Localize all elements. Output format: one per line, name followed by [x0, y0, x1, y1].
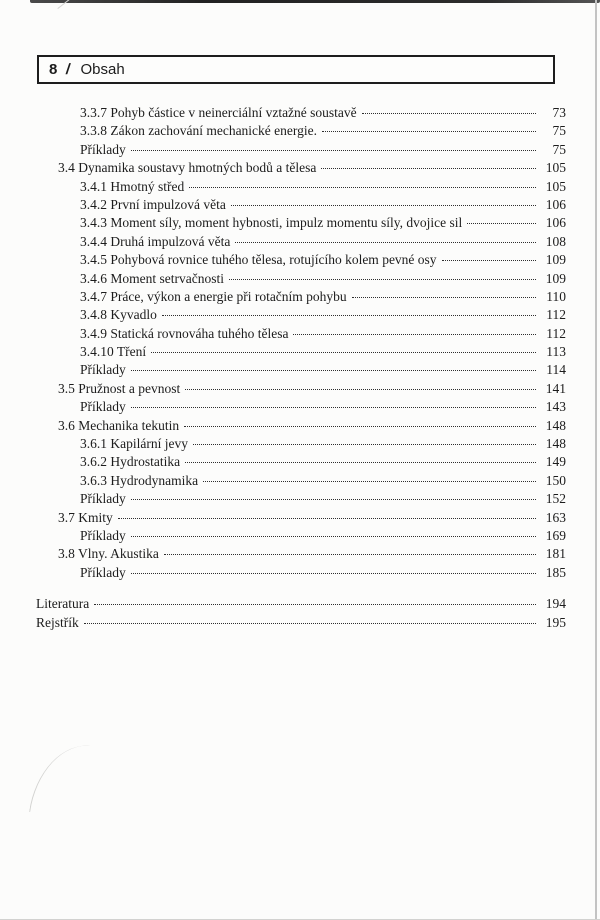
toc-entry-label: 3.4.9 Statická rovnováha tuhého tělesa: [80, 325, 289, 341]
table-of-contents: [36, 104, 566, 632]
toc-page-number: 152: [545, 491, 566, 507]
toc-entries-section: [36, 104, 566, 582]
toc-entry-label: 3.4.1 Hmotný střed: [80, 178, 185, 194]
toc-row: [36, 490, 566, 508]
toc-entry-label: 3.4.4 Druhá impulzová věta: [80, 233, 231, 249]
toc-row: [36, 417, 566, 435]
scan-right-edge-line: [595, 0, 597, 920]
toc-page-number: 109: [545, 270, 566, 286]
toc-entry-label: Příklady: [80, 564, 126, 580]
dotted-leader: [352, 297, 536, 298]
toc-entry-label: 3.6.1 Kapilární jevy: [80, 436, 188, 452]
toc-page-number: 112: [546, 325, 566, 341]
toc-row: [36, 380, 566, 398]
dotted-leader: [131, 499, 536, 500]
toc-row: [36, 453, 566, 471]
toc-page-number: 143: [545, 399, 566, 415]
dotted-leader: [131, 536, 536, 537]
toc-entry-label: 3.4.7 Práce, výkon a energie při rotačním pohybu: [80, 288, 347, 304]
dotted-leader: [131, 150, 536, 151]
dotted-leader: [164, 554, 536, 555]
dotted-leader: [118, 518, 536, 519]
toc-page-number: 195: [545, 614, 566, 630]
toc-row: [36, 564, 566, 582]
toc-page-number: 150: [545, 472, 566, 488]
toc-page-number: 149: [545, 454, 566, 470]
running-head-separator: /: [65, 61, 72, 78]
scan-top-edge-line: [30, 0, 600, 3]
dotted-leader: [467, 223, 536, 224]
toc-page-number: 163: [545, 509, 566, 525]
toc-page-number: 112: [546, 307, 566, 323]
toc-entry-label: 3.8 Vlny. Akustika: [58, 546, 159, 562]
toc-row: [36, 104, 566, 122]
toc-page-number: 185: [545, 564, 566, 580]
toc-row: [36, 214, 566, 232]
toc-entry-label: 3.4.6 Moment setrvačnosti: [80, 270, 224, 286]
toc-row: [36, 595, 566, 613]
dotted-leader: [131, 573, 536, 574]
toc-page-number: 75: [552, 123, 566, 139]
running-head-page-number: 8: [49, 61, 58, 78]
dotted-leader: [131, 407, 536, 408]
toc-row: [36, 343, 566, 361]
toc-row: [36, 178, 566, 196]
toc-row: [36, 527, 566, 545]
dotted-leader: [229, 279, 536, 280]
running-head-title: Obsah: [80, 61, 125, 78]
toc-entry-label: 3.5 Pružnost a pevnost: [58, 380, 181, 396]
toc-page-number: 141: [545, 380, 566, 396]
dotted-leader: [193, 444, 536, 445]
toc-entry-label: Rejstřík: [36, 614, 79, 630]
toc-row: [36, 306, 566, 324]
toc-row: [36, 325, 566, 343]
toc-page-number: 105: [545, 178, 566, 194]
toc-page-number: 73: [552, 105, 566, 120]
toc-page-number: 106: [545, 215, 566, 231]
dotted-leader: [185, 389, 536, 390]
dotted-leader: [293, 334, 536, 335]
toc-row: [36, 398, 566, 416]
toc-entry-label: 3.4 Dynamika soustavy hmotných bodů a tělesa: [58, 160, 317, 176]
toc-page-number: 148: [545, 417, 566, 433]
toc-row: [36, 288, 566, 306]
toc-entry-label: Příklady: [80, 399, 126, 415]
toc-page-number: 113: [546, 344, 566, 360]
dotted-leader: [235, 242, 536, 243]
toc-row: [36, 122, 566, 140]
toc-page-number: 194: [545, 596, 566, 612]
dotted-leader: [203, 481, 536, 482]
toc-page-number: 181: [545, 546, 566, 562]
toc-row: [36, 251, 566, 269]
dotted-leader: [322, 131, 536, 132]
toc-entry-label: 3.4.5 Pohybová rovnice tuhého tělesa, rotujícího kolem pevné osy: [80, 252, 437, 268]
toc-entry-label: Příklady: [80, 141, 126, 157]
dotted-leader: [162, 315, 536, 316]
toc-entry-label: 3.4.3 Moment síly, moment hybnosti, impulz momentu síly, dvojice sil: [80, 215, 463, 231]
toc-page-number: 105: [545, 160, 566, 176]
dotted-leader: [84, 623, 536, 624]
toc-page-number: 169: [545, 527, 566, 543]
toc-entry-label: 3.4.10 Tření: [80, 344, 147, 360]
toc-row: [36, 141, 566, 159]
dotted-leader: [189, 187, 536, 188]
dotted-leader: [362, 113, 536, 114]
toc-page-number: 109: [545, 252, 566, 268]
dotted-leader: [94, 604, 536, 605]
toc-row: [36, 614, 566, 632]
toc-entry-label: 3.3.7 Pohyb částice v neinerciální vztažné soustavě: [80, 105, 357, 120]
toc-entry-label: 3.3.8 Zákon zachování mechanické energie.: [80, 123, 318, 139]
toc-row: [36, 196, 566, 214]
toc-page-number: 114: [546, 362, 566, 378]
toc-page-number: 106: [545, 196, 566, 212]
toc-page-number: 148: [545, 436, 566, 452]
toc-entry-label: 3.4.8 Kyvadlo: [80, 307, 157, 323]
toc-row: [36, 472, 566, 490]
toc-page-number: 75: [552, 141, 566, 157]
dotted-leader: [185, 462, 536, 463]
toc-entry-label: 3.7 Kmity: [58, 509, 113, 525]
toc-entry-label: Literatura: [36, 596, 90, 612]
dotted-leader: [151, 352, 536, 353]
toc-row: [36, 509, 566, 527]
toc-entry-label: 3.6.3 Hydrodynamika: [80, 472, 199, 488]
scan-scratch-mark-bottom: [29, 739, 92, 820]
dotted-leader: [131, 370, 536, 371]
toc-row: [36, 435, 566, 453]
toc-entry-label: Příklady: [80, 491, 126, 507]
running-head: [37, 55, 555, 84]
toc-entry-label: 3.4.2 První impulzová věta: [80, 196, 226, 212]
toc-row: [36, 233, 566, 251]
toc-entry-label: Příklady: [80, 527, 126, 543]
dotted-leader: [231, 205, 536, 206]
toc-row: [36, 159, 566, 177]
dotted-leader: [321, 168, 536, 169]
toc-row: [36, 270, 566, 288]
toc-entry-label: 3.6.2 Hydrostatika: [80, 454, 181, 470]
toc-row: [36, 545, 566, 563]
toc-page-number: 110: [546, 288, 566, 304]
toc-back-matter-section: [36, 595, 566, 632]
toc-row: [36, 361, 566, 379]
toc-entry-label: Příklady: [80, 362, 126, 378]
toc-page-number: 108: [545, 233, 566, 249]
dotted-leader: [184, 426, 536, 427]
dotted-leader: [442, 260, 536, 261]
toc-entry-label: 3.6 Mechanika tekutin: [58, 417, 180, 433]
